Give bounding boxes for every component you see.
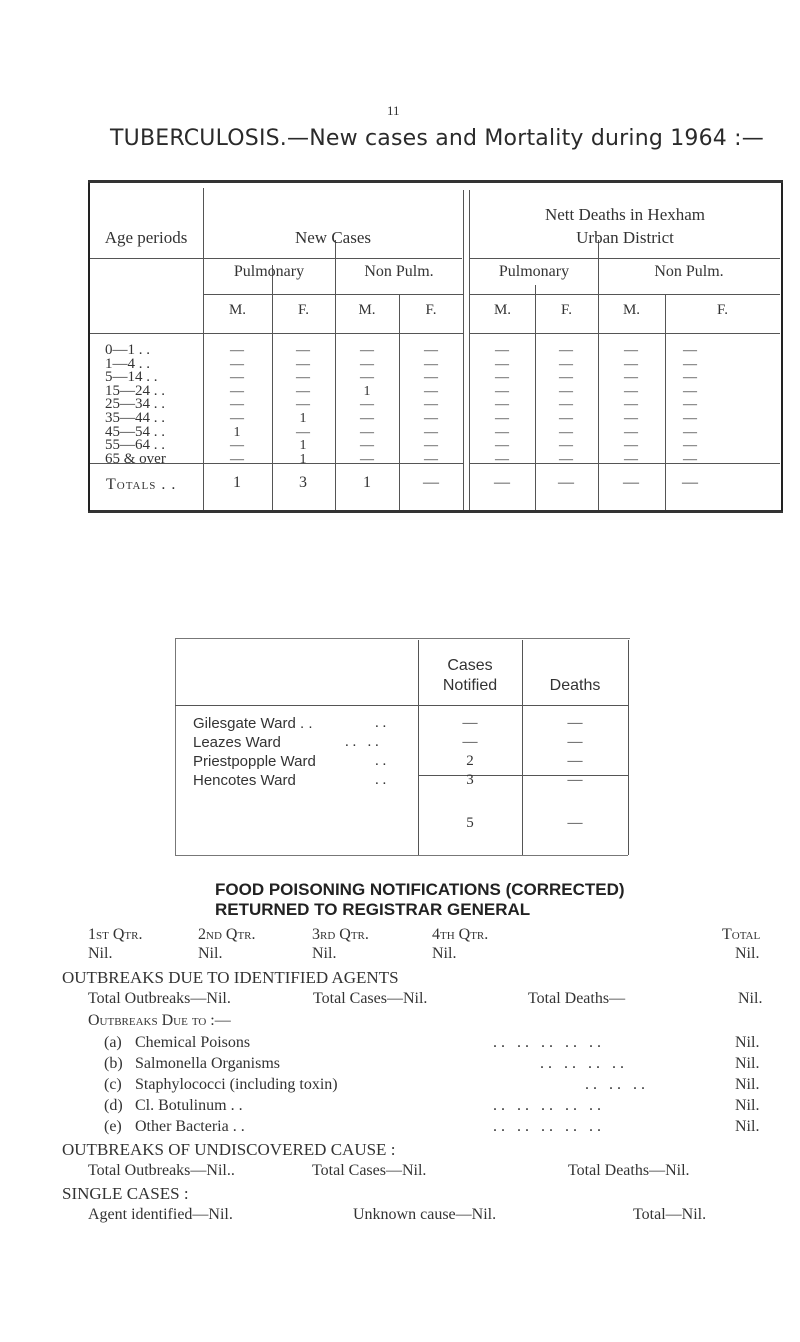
table-cell: — bbox=[559, 356, 573, 372]
total-cell: 1 bbox=[233, 474, 241, 491]
leader-dots: . . . . bbox=[345, 734, 379, 750]
total-cell: — bbox=[558, 474, 574, 491]
table-cell: — bbox=[230, 397, 244, 413]
table-cell: — bbox=[230, 438, 244, 454]
age-period-label: 55—64 . . bbox=[105, 437, 165, 454]
total-label: Total bbox=[722, 926, 761, 943]
agent-value: Nil. bbox=[735, 1097, 760, 1114]
table-cell: — bbox=[559, 424, 573, 440]
ward-deaths: — bbox=[567, 772, 583, 788]
table-cell: — bbox=[559, 438, 573, 454]
table-cell: — bbox=[296, 424, 310, 440]
table-cell: — bbox=[360, 397, 374, 413]
age-period-label: 0—1 . . bbox=[105, 342, 150, 358]
undiscovered-outbreaks: Total Outbreaks—Nil.. bbox=[88, 1162, 235, 1179]
leader-dots: . . bbox=[375, 772, 387, 788]
identified-heading: OUTBREAKS DUE TO IDENTIFIED AGENTS bbox=[62, 968, 399, 987]
header-f: F. bbox=[717, 302, 728, 318]
header-deaths: Deaths bbox=[549, 677, 601, 694]
undiscovered-heading: OUTBREAKS OF UNDISCOVERED CAUSE : bbox=[62, 1140, 396, 1159]
table-cell: — bbox=[424, 438, 438, 454]
ward-name: Gilesgate Ward . . bbox=[193, 715, 313, 732]
age-period-label: 1—4 . . bbox=[105, 355, 150, 372]
quarter-2-label: 2nd Qtr. bbox=[198, 926, 256, 943]
agent-letter: (a) bbox=[104, 1034, 122, 1051]
table-cell: — bbox=[624, 451, 638, 467]
totals-label: Totals . . bbox=[106, 476, 177, 493]
quarter-1-label: 1st Qtr. bbox=[88, 926, 143, 943]
right-border bbox=[781, 183, 783, 511]
agent-name: Staphylococci (including toxin) bbox=[135, 1076, 338, 1093]
table-cell: — bbox=[230, 343, 244, 358]
agent-letter: (c) bbox=[104, 1076, 122, 1093]
quarter-1-value: Nil. bbox=[88, 945, 113, 962]
table-cell: — bbox=[424, 343, 438, 358]
agent-value: Nil. bbox=[735, 1076, 760, 1093]
header-urban-district: Urban District bbox=[576, 228, 674, 247]
total-cell: — bbox=[623, 474, 639, 491]
table-cell: — bbox=[424, 424, 438, 440]
agent-value: Nil. bbox=[735, 1118, 760, 1135]
identified-cases: Total Cases—Nil. bbox=[313, 990, 428, 1007]
total-cases: 5 bbox=[466, 815, 474, 831]
age-period-label: 65 & over bbox=[105, 450, 166, 467]
table-cell: — bbox=[424, 451, 438, 467]
table-cell: — bbox=[495, 370, 509, 386]
table-cell: — bbox=[559, 383, 573, 399]
header-m: M. bbox=[228, 302, 247, 318]
ward-deaths: — bbox=[567, 734, 583, 750]
quarter-3-label: 3rd Qtr. bbox=[312, 926, 369, 943]
header-cases: Cases bbox=[447, 657, 493, 674]
table-cell: — bbox=[495, 343, 509, 358]
agent-name: Cl. Botulinum . . bbox=[135, 1097, 243, 1114]
header-f: F. bbox=[425, 302, 437, 318]
age-period-label: 25—34 . . bbox=[105, 396, 165, 413]
table-cell: — bbox=[230, 370, 244, 386]
table-cell: — bbox=[360, 451, 374, 467]
single-cases-heading: SINGLE CASES : bbox=[62, 1184, 189, 1203]
table-cell: — bbox=[424, 397, 438, 413]
leader-dots: . . bbox=[375, 753, 387, 769]
table-cell: — bbox=[683, 411, 697, 426]
table-cell: — bbox=[360, 411, 374, 426]
table-cell: 1 bbox=[299, 451, 307, 467]
table-cell: — bbox=[559, 397, 573, 413]
identified-deaths-value: Nil. bbox=[738, 990, 763, 1007]
top-rule bbox=[88, 180, 783, 183]
table-cell: — bbox=[624, 370, 638, 386]
header-pulmonary: Pulmonary bbox=[233, 263, 305, 280]
table-cell: 1 bbox=[299, 411, 307, 426]
table-cell: 1 bbox=[299, 438, 307, 454]
table-cell: 1 bbox=[233, 424, 241, 440]
page-title: TUBERCULOSIS.—New cases and Mortality during 1964 :— bbox=[110, 126, 764, 151]
single-unknown-cause: Unknown cause—Nil. bbox=[353, 1206, 497, 1223]
table-cell: — bbox=[683, 397, 697, 413]
agent-value: Nil. bbox=[735, 1055, 760, 1072]
ward-cases: — bbox=[462, 734, 478, 750]
table-cell: — bbox=[624, 343, 638, 358]
leader-dots: . . . . . . . . . . bbox=[493, 1034, 601, 1051]
outbreaks-due-to: Outbreaks Due to :— bbox=[88, 1012, 231, 1029]
table-cell: — bbox=[683, 343, 697, 358]
leader-dots: . . . . . . . . . . bbox=[493, 1118, 601, 1135]
table-cell: — bbox=[559, 370, 573, 386]
table-cell: — bbox=[683, 370, 697, 386]
ward-deaths: — bbox=[567, 715, 583, 731]
leader-dots: . . bbox=[375, 715, 387, 731]
header-m: M. bbox=[493, 302, 512, 318]
single-agent-identified: Agent identified—Nil. bbox=[88, 1206, 233, 1223]
agent-letter: (e) bbox=[104, 1118, 122, 1135]
table-cell: — bbox=[424, 370, 438, 386]
table-cell: — bbox=[230, 411, 244, 426]
table-cell: — bbox=[624, 356, 638, 372]
agent-value: Nil. bbox=[735, 1034, 760, 1051]
table-cell: — bbox=[495, 438, 509, 454]
ward-name: Hencotes Ward bbox=[193, 772, 296, 789]
agent-name: Chemical Poisons bbox=[135, 1034, 251, 1051]
undiscovered-deaths: Total Deaths—Nil. bbox=[568, 1162, 690, 1179]
table-cell: — bbox=[360, 424, 374, 440]
table-cell: — bbox=[559, 343, 573, 358]
food-poisoning-subheading: RETURNED TO REGISTRAR GENERAL bbox=[215, 900, 531, 919]
ward-name: Leazes Ward bbox=[193, 734, 281, 751]
table-cell: — bbox=[495, 424, 509, 440]
quarter-4-value: Nil. bbox=[432, 945, 457, 962]
total-cell: — bbox=[423, 474, 439, 491]
ward-name: Priestpopple Ward bbox=[193, 753, 316, 770]
undiscovered-cases: Total Cases—Nil. bbox=[312, 1162, 427, 1179]
table-cell: — bbox=[296, 397, 310, 413]
bottom-rule bbox=[88, 510, 783, 513]
total-value: Nil. bbox=[735, 945, 760, 962]
header-nett-deaths: Nett Deaths in Hexham bbox=[544, 205, 706, 224]
table-cell: — bbox=[230, 356, 244, 372]
table-cell: — bbox=[683, 383, 697, 399]
table-cell: — bbox=[296, 383, 310, 399]
leader-dots: . . . . . . bbox=[585, 1076, 645, 1093]
header-non-pulm-deaths: Non Pulm. bbox=[654, 263, 724, 280]
leader-dots: . . . . . . . . bbox=[540, 1055, 624, 1072]
table-cell: — bbox=[360, 370, 374, 386]
table-cell: — bbox=[230, 451, 244, 467]
table-cell: — bbox=[495, 397, 509, 413]
table-cell: — bbox=[495, 356, 509, 372]
table-cell: — bbox=[624, 383, 638, 399]
table-cell: — bbox=[624, 397, 638, 413]
single-total: Total—Nil. bbox=[633, 1206, 707, 1223]
total-deaths: — bbox=[567, 815, 583, 831]
table-cell: — bbox=[296, 356, 310, 372]
table-cell: — bbox=[495, 451, 509, 467]
ward-cases: 2 bbox=[466, 753, 474, 769]
agent-name: Salmonella Organisms bbox=[135, 1055, 281, 1072]
table-cell: — bbox=[495, 411, 509, 426]
header-new-cases: New Cases bbox=[294, 228, 371, 247]
agent-name: Other Bacteria . . bbox=[135, 1118, 245, 1135]
header-f: F. bbox=[561, 302, 572, 318]
table-cell: — bbox=[360, 343, 374, 358]
header-non-pulm: Non Pulm. bbox=[364, 263, 434, 280]
quarter-2-value: Nil. bbox=[198, 945, 223, 962]
quarter-3-value: Nil. bbox=[312, 945, 337, 962]
total-cell: 3 bbox=[299, 474, 307, 491]
age-period-label: 15—24 . . bbox=[105, 382, 165, 399]
age-period-label: 45—54 . . bbox=[105, 423, 165, 440]
table-cell: — bbox=[624, 438, 638, 454]
table-cell: — bbox=[683, 438, 697, 454]
header-pulmonary-deaths: Pulmonary bbox=[498, 263, 570, 280]
table-cell: — bbox=[360, 356, 374, 372]
ward-cases: — bbox=[462, 715, 478, 731]
identified-deaths: Total Deaths— bbox=[528, 990, 626, 1007]
table-cell: 1 bbox=[363, 383, 371, 399]
header-age-periods: Age periods bbox=[104, 228, 188, 247]
table-cell: — bbox=[559, 451, 573, 467]
agent-letter: (d) bbox=[104, 1097, 123, 1114]
identified-outbreaks: Total Outbreaks—Nil. bbox=[88, 990, 231, 1007]
table-cell: — bbox=[683, 424, 697, 440]
food-poisoning-heading: FOOD POISONING NOTIFICATIONS (CORRECTED) bbox=[215, 880, 625, 899]
table-cell: — bbox=[360, 438, 374, 454]
header-notified: Notified bbox=[442, 677, 498, 694]
page-number: 11 bbox=[387, 103, 400, 118]
table-cell: — bbox=[424, 356, 438, 372]
table-cell: — bbox=[296, 343, 310, 358]
table-cell: — bbox=[296, 370, 310, 386]
age-period-label: 5—14 . . bbox=[105, 369, 158, 386]
table-cell: — bbox=[624, 411, 638, 426]
table-cell: — bbox=[230, 383, 244, 399]
leader-dots: . . . . . . . . . . bbox=[493, 1097, 601, 1114]
table-cell: — bbox=[495, 383, 509, 399]
agent-letter: (b) bbox=[104, 1055, 123, 1072]
age-period-label: 35—44 . . bbox=[105, 410, 165, 426]
total-cell: — bbox=[494, 474, 510, 491]
table-cell: — bbox=[624, 424, 638, 440]
table-cell: — bbox=[424, 411, 438, 426]
table-cell: — bbox=[683, 356, 697, 372]
ward-cases: 3 bbox=[466, 772, 474, 788]
total-cell: 1 bbox=[363, 474, 371, 491]
table-cell: — bbox=[424, 383, 438, 399]
table-cell: — bbox=[683, 451, 697, 467]
ward-deaths: — bbox=[567, 753, 583, 769]
quarter-4-label: 4th Qtr. bbox=[432, 926, 489, 943]
total-cell: — bbox=[682, 474, 698, 491]
header-f: F. bbox=[298, 302, 309, 318]
table-cell: — bbox=[559, 411, 573, 426]
header-m: M. bbox=[358, 302, 376, 318]
header-m: M. bbox=[622, 302, 641, 318]
